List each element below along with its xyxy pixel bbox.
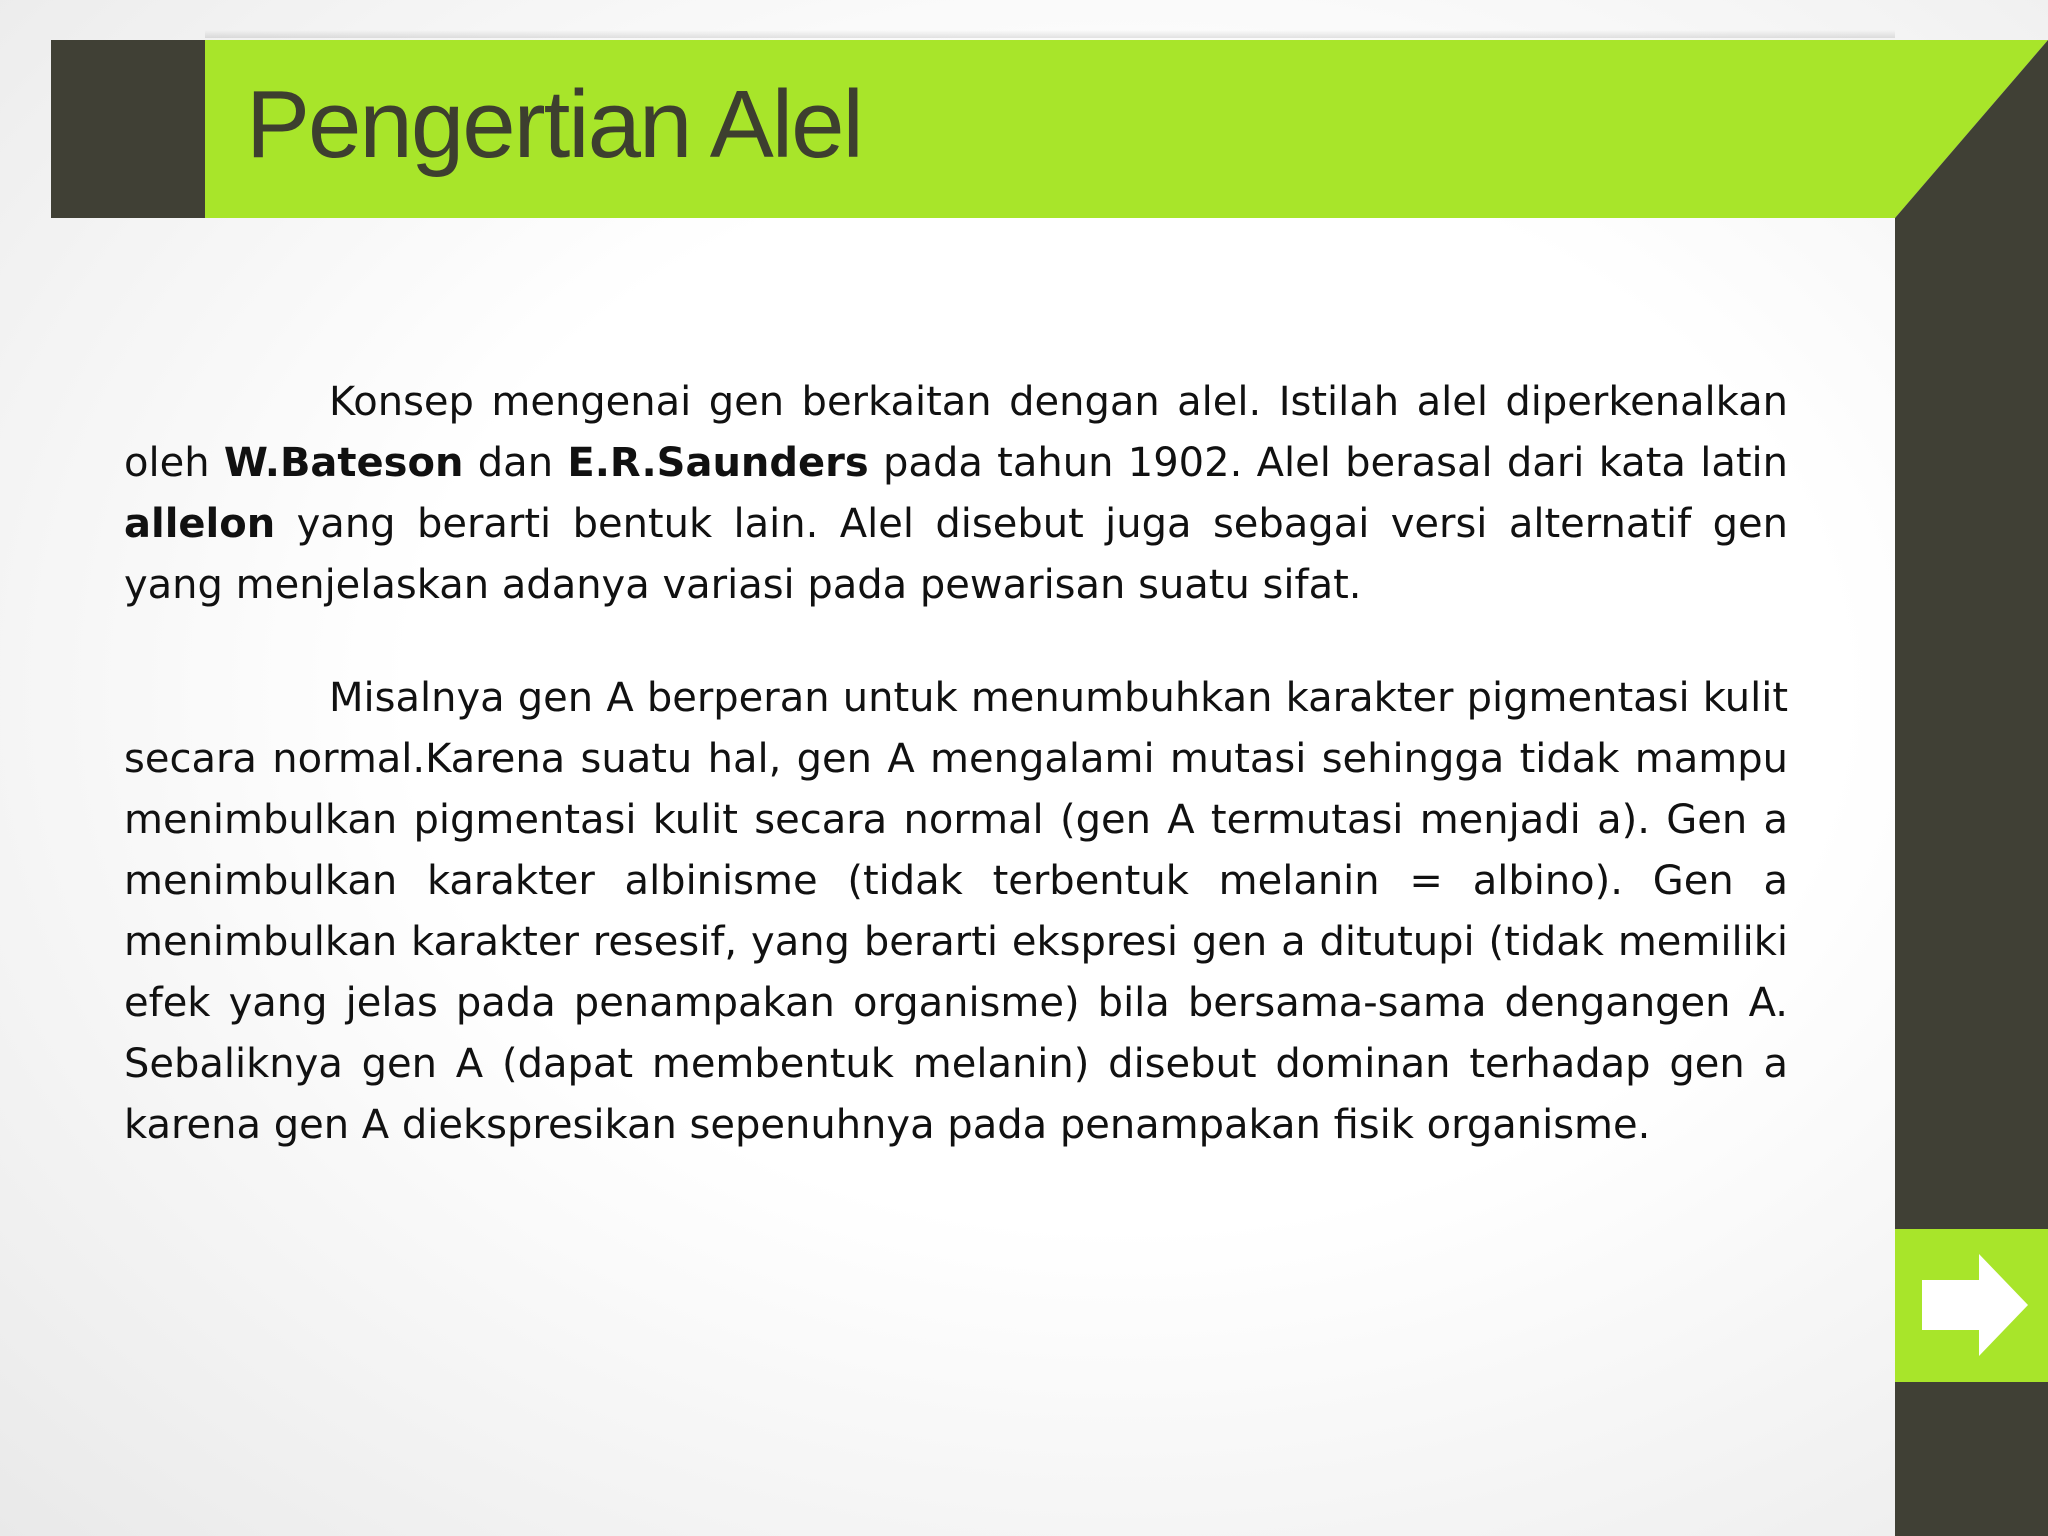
text-run: pada tahun 1902. Alel berasal dari kata latin [868, 440, 1789, 486]
next-slide-button[interactable] [1895, 1229, 2048, 1382]
title-dark-block [51, 40, 205, 218]
text-run: dan [463, 440, 568, 486]
paragraph-alel-definition [124, 372, 1788, 616]
bold-term-allelon: allelon [124, 501, 276, 547]
bold-term-bateson: W.Bateson [223, 440, 464, 486]
text-run: Konsep mengenai gen berkaitan dengan alel. Istilah alel diperkenalkan oleh [124, 379, 1788, 486]
bold-term-saunders: E.R.Saunders [567, 440, 869, 486]
text-run: yang berarti bentuk lain. Alel disebut juga sebagai versi alternatif gen yang menjelaskan adanya variasi pada pewarisan suatu sifat. [124, 501, 1788, 608]
slide-body [124, 372, 1788, 1208]
title-band-shadow [205, 30, 1895, 38]
paragraph-example: Misalnya gen A berperan untuk menumbuhkan karakter pigmentasi kulit secara normal.Karena suatu hal, gen A mengalami mutasi sehingga tidak mampu menimbulkan pigmentasi kulit secara normal (gen A termutasi menjadi a). Gen a menimbulkan karakter albinisme (tidak terbentuk melanin = albino). Gen a menimbulkan karakter resesif, yang berarti ekspresi gen a ditutupi (tidak memiliki efek yang jelas pada penampakan organisme) bila bersama-sama dengangen A. Sebaliknya gen A (dapat membentuk melanin) disebut dominan terhadap gen a karena gen A diekspresikan sepenuhnya pada penampakan fisik organisme. [124, 675, 1788, 1148]
right-arrow-icon [1895, 1229, 2048, 1382]
slide-title: Pengertian Alel [246, 71, 862, 178]
